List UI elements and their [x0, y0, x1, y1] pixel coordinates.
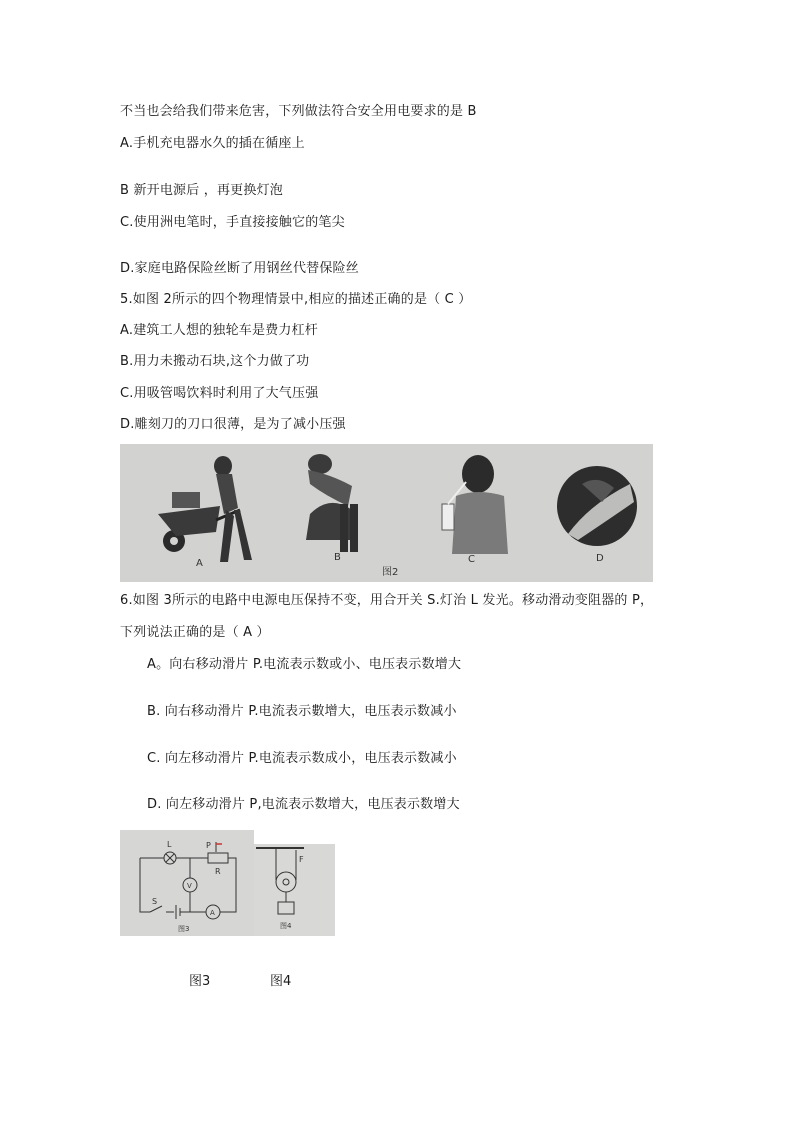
- figure-2-drawing: [120, 444, 653, 582]
- label-p: P: [206, 841, 211, 850]
- q6-option-a: A。向右移动滑片 P.电流表示数或小、电压表示数增大: [147, 657, 462, 672]
- q5-option-b: B.用力未搬动石块,这个力做了功: [120, 354, 310, 369]
- circuit-diagram: [120, 830, 254, 936]
- figure-2: [120, 444, 653, 582]
- figure-4: [254, 844, 335, 936]
- q5-option-a: A.建筑工人想的独轮车是费力杠杆: [120, 323, 318, 338]
- caption-figure-4: 图4: [270, 974, 292, 989]
- figure-2-label-d: D: [596, 553, 604, 564]
- text-line: 不当也会给我们带来危害，下列做法符合安全用电要求的是 B: [120, 104, 477, 119]
- figure-2-label-b: B: [334, 552, 341, 563]
- question-5: 5.如图 2所示的四个物理情景中,相应的描述正确的是（ C ）: [120, 292, 472, 307]
- label-l: L: [167, 840, 172, 849]
- figure-4-inner-caption: 图4: [280, 922, 292, 930]
- figure-3-inner-caption: 图3: [178, 925, 190, 933]
- label-f: F: [299, 855, 304, 864]
- option-d: D.家庭电路保险丝断了用钢丝代替保险丝: [120, 261, 359, 276]
- question-6: 6.如图 3所示的电路中电源电压保持不变，用合开关 S.灯治 L 发光。移动滑动变阻器的 P，: [120, 593, 654, 608]
- option-b: B 新开电源后 ，再更换灯泡: [120, 183, 283, 198]
- label-s: S: [152, 897, 158, 906]
- q5-option-c: C.用吸管喝饮料时利用了大气压强: [120, 386, 319, 401]
- q6-option-b: B. 向右移动滑片 P.电流表示數增大，电压表示数减小: [147, 704, 457, 719]
- option-c: C.使用洲电笔时，手直接接触它的笔尖: [120, 215, 345, 230]
- pulley-diagram: [254, 844, 335, 936]
- figure-2-label-a: A: [196, 558, 203, 569]
- option-a: A.手机充电器水久的插在循座上: [120, 136, 305, 151]
- q6-option-c: C. 向左移动滑片 P.电流表示数成小，电压表示数减小: [147, 751, 457, 766]
- q6-option-d: D. 向左移动滑片 P,电流表示数增大，电压表示数增大: [147, 797, 460, 812]
- figure-3: [120, 830, 254, 936]
- label-r: R: [215, 867, 221, 876]
- figure-2-label-c: C: [468, 554, 475, 565]
- label-v: V: [187, 882, 192, 890]
- q5-option-d: D.雕刻刀的刀口很薄，是为了减小压强: [120, 417, 346, 432]
- question-6-prompt: 下列说法正确的是（ A ）: [120, 625, 270, 640]
- label-a: A: [210, 909, 215, 917]
- caption-figure-3: 图3: [189, 974, 211, 989]
- figure-2-caption: 图2: [382, 567, 399, 578]
- carving-knife-image: [557, 466, 637, 546]
